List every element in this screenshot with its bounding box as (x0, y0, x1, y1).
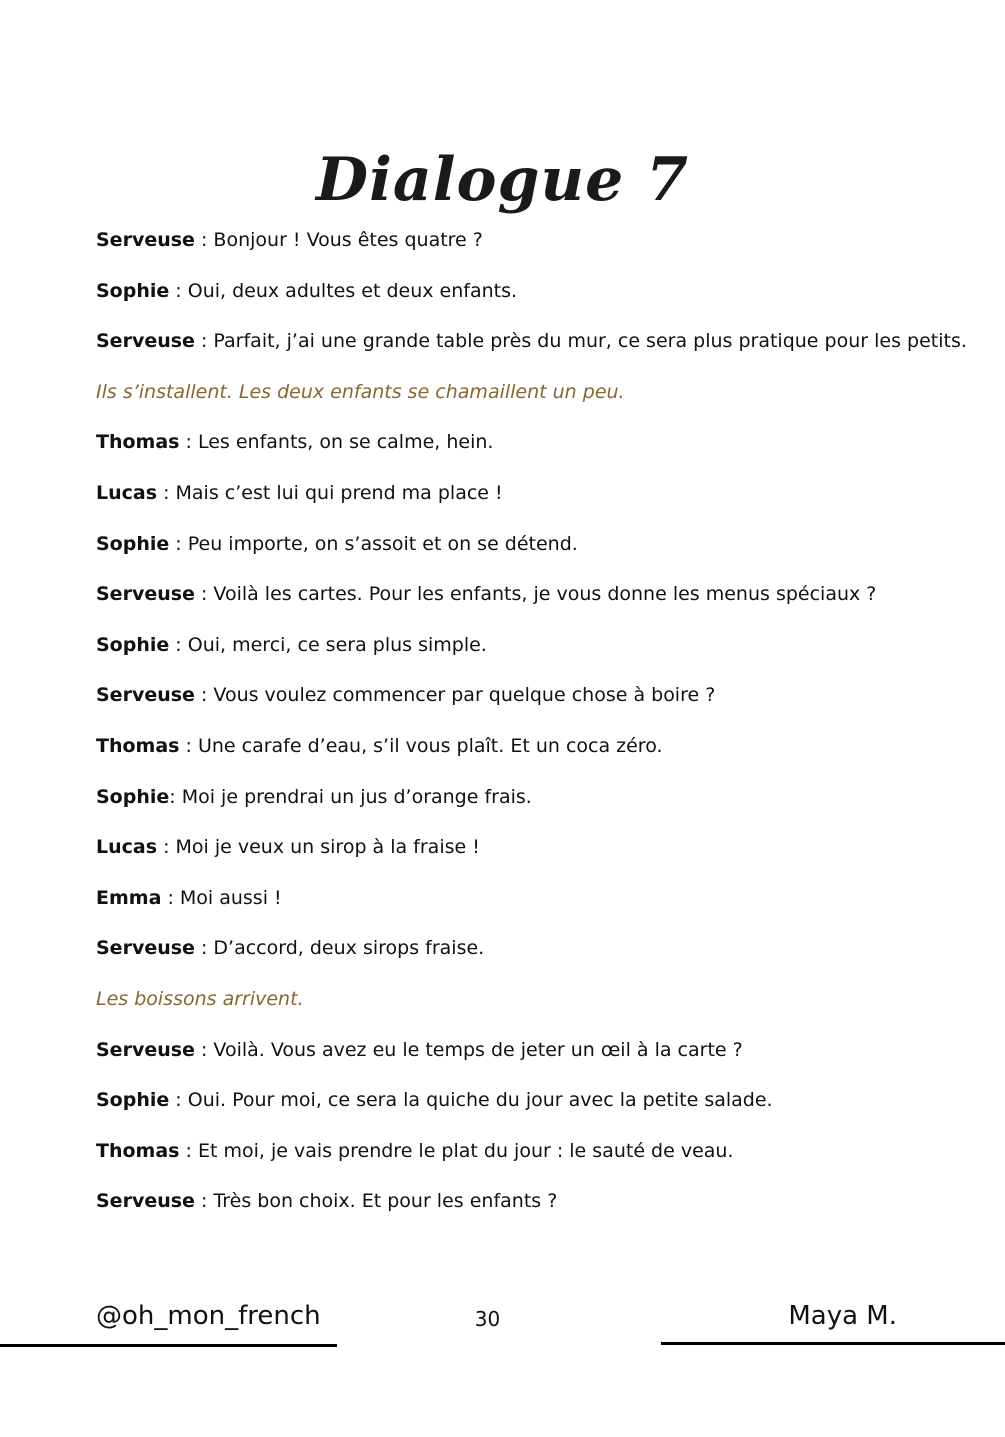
page-number: 30 (474, 1307, 501, 1331)
line-text: Oui, merci, ce sera plus simple. (187, 633, 487, 656)
dialogue-line (96, 1030, 956, 1081)
dialogue-line (96, 878, 956, 929)
line-text: D’accord, deux sirops fraise. (213, 937, 485, 960)
speaker-separator: : (179, 431, 198, 454)
speaker-name: Lucas (96, 836, 158, 859)
dialogue-line (96, 928, 956, 979)
dialogue-line (96, 625, 956, 676)
dialogue-body (96, 220, 967, 1232)
speaker-name: Serveuse (96, 937, 195, 960)
speaker-separator: : (169, 532, 188, 555)
speaker-name: Thomas (96, 431, 180, 454)
speaker-name: Serveuse (96, 229, 195, 251)
speaker-separator: : (194, 330, 214, 353)
speaker-name: Serveuse (96, 1190, 195, 1213)
dialogue-line (96, 321, 967, 372)
dialogue-line (96, 271, 956, 322)
speaker-name: Serveuse (96, 330, 195, 353)
dialogue-line (96, 473, 956, 524)
page-title: Dialogue 7 (316, 145, 689, 216)
speaker-separator: : (194, 583, 214, 606)
dialogue-line (96, 726, 956, 777)
footer-rule-left (0, 1344, 337, 1347)
speaker-separator: : (157, 481, 176, 504)
speaker-name: Serveuse (96, 583, 195, 606)
dialogue-line (96, 1181, 956, 1232)
line-text: Bonjour ! Vous êtes quatre ? (213, 229, 483, 251)
speaker-name: Sophie (96, 279, 170, 302)
speaker-separator: : (194, 229, 214, 251)
line-text: Oui, deux adultes et deux enfants. (187, 279, 518, 302)
speaker-name: Thomas (96, 1139, 180, 1162)
line-text: Peu importe, on s’assoit et on se détend. (187, 532, 578, 555)
line-text: Et moi, je vais prendre le plat du jour : le sauté de veau. (197, 1139, 734, 1162)
line-text: Mais c’est lui qui prend ma place ! (175, 481, 503, 504)
speaker-name: Sophie (96, 633, 170, 656)
speaker-name: Sophie (96, 785, 170, 808)
footer-author: Maya M. (788, 1301, 897, 1331)
dialogue-line (96, 1131, 956, 1182)
dialogue-line (96, 1080, 956, 1131)
dialogue-line (96, 220, 956, 271)
speaker-separator: : (169, 279, 188, 302)
speaker-separator: : (179, 734, 198, 757)
line-text: Voilà les cartes. Pour les enfants, je vous donne les menus spéciaux ? (213, 583, 877, 606)
speaker-separator: : (169, 1089, 188, 1112)
speaker-name: Serveuse (96, 684, 195, 707)
line-text: Oui. Pour moi, ce sera la quiche du jour avec la petite salade. (187, 1089, 773, 1112)
line-text: Moi je veux un sirop à la fraise ! (175, 836, 480, 859)
speaker-separator: : (169, 633, 188, 656)
speaker-separator: : (161, 886, 180, 909)
line-text: Les enfants, on se calme, hein. (197, 431, 494, 454)
speaker-separator: : (169, 785, 182, 808)
line-text: Vous voulez commencer par quelque chose à boire ? (213, 684, 716, 707)
dialogue-line (96, 422, 956, 473)
speaker-name: Serveuse (96, 1038, 195, 1061)
dialogue-line (96, 675, 956, 726)
line-text: Une carafe d’eau, s’il vous plaît. Et un coca zéro. (197, 734, 663, 757)
stage-direction: Ils s’installent. Les deux enfants se chamaillent un peu. (96, 380, 625, 403)
speaker-separator: : (194, 1038, 214, 1061)
speaker-name: Sophie (96, 1089, 170, 1112)
dialogue-line (96, 827, 956, 878)
dialogue-line (96, 574, 956, 625)
dialogue-line (96, 777, 956, 828)
line-text: Très bon choix. Et pour les enfants ? (213, 1190, 558, 1213)
speaker-name: Emma (96, 886, 162, 909)
line-text: Moi je prendrai un jus d’orange frais. (181, 785, 532, 808)
speaker-name: Lucas (96, 481, 158, 504)
line-text: Parfait, j’ai une grande table près du mur, ce sera plus pratique pour les petits. (213, 330, 967, 353)
speaker-separator: : (194, 937, 214, 960)
speaker-separator: : (179, 1139, 198, 1162)
dialogue-line (96, 524, 956, 575)
speaker-separator: : (194, 684, 214, 707)
speaker-separator: : (157, 836, 176, 859)
speaker-name: Thomas (96, 734, 180, 757)
footer-handle: @oh_mon_french (96, 1301, 321, 1331)
speaker-name: Sophie (96, 532, 170, 555)
speaker-separator: : (194, 1190, 214, 1213)
stage-direction: Les boissons arrivent. (96, 987, 304, 1010)
footer-rule-right (661, 1342, 1005, 1345)
line-text: Moi aussi ! (179, 886, 282, 909)
line-text: Voilà. Vous avez eu le temps de jeter un œil à la carte ? (213, 1038, 743, 1061)
